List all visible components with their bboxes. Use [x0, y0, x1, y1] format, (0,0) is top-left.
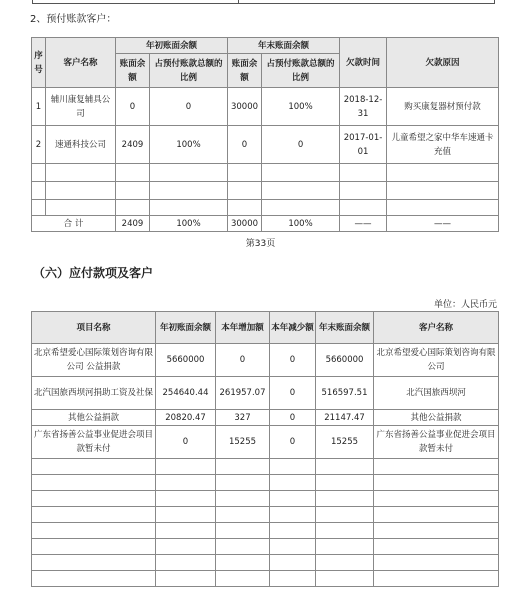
empty-row — [32, 523, 499, 539]
empty-row — [32, 491, 499, 507]
header-end-group: 年末账面余额 — [228, 38, 340, 54]
header-begin: 年初账面余额 — [156, 312, 216, 344]
empty-row — [32, 459, 499, 475]
empty-row — [32, 571, 499, 587]
cell-begin-ratio: 100% — [150, 126, 228, 164]
cell-end-amount: 30000 — [228, 88, 262, 126]
cell-increase: 261957.07 — [216, 377, 270, 410]
cell-end: 516597.51 — [316, 377, 374, 410]
empty-row — [32, 539, 499, 555]
empty-row — [32, 507, 499, 523]
edge-tick — [32, 0, 33, 4]
cell-begin: 0 — [156, 426, 216, 459]
cell-item: 北京希望爱心国际策划咨询有限公司 公益捐款 — [32, 344, 156, 377]
table-row — [32, 426, 499, 459]
cell-reason: 儿童希望之家中华车速通卡充值 — [387, 126, 499, 164]
header-end: 年末账面余额 — [316, 312, 374, 344]
table-row — [32, 344, 499, 377]
header-customer: 客户名称 — [46, 38, 116, 88]
cell-decrease: 0 — [270, 344, 316, 377]
total-reason: —— — [387, 216, 499, 232]
section-2-title: 2、预付账款客户： — [30, 14, 117, 25]
cell-end-ratio: 0 — [262, 126, 340, 164]
cell-customer: 广东省扬善公益事业促进会项目款暂未付 — [374, 426, 499, 459]
edge-tick — [238, 0, 239, 4]
table-row — [32, 126, 499, 164]
cell-decrease: 0 — [270, 426, 316, 459]
unit-label: 单位：人民币元 — [433, 300, 497, 310]
cell-begin: 20820.47 — [156, 410, 216, 426]
header-begin-group: 年初账面余额 — [116, 38, 228, 54]
prepayment-table — [31, 37, 499, 232]
cell-seq: 2 — [32, 126, 46, 164]
empty-row — [32, 200, 499, 216]
page-number: 第33页 — [245, 239, 276, 249]
header-reason: 欠款原因 — [387, 38, 499, 88]
table-row — [32, 88, 499, 126]
cell-end: 15255 — [316, 426, 374, 459]
table-row — [32, 410, 499, 426]
cell-customer: 北汽国旅西坝河 — [374, 377, 499, 410]
cell-reason: 购买康复器材预付款 — [387, 88, 499, 126]
header-begin-amount: 账面余额 — [116, 54, 150, 88]
header-customer: 客户名称 — [374, 312, 499, 344]
cell-begin: 5660000 — [156, 344, 216, 377]
cell-customer: 速通科技公司 — [46, 126, 116, 164]
header-begin-ratio: 占预付账款总额的比例 — [150, 54, 228, 88]
empty-row — [32, 475, 499, 491]
header-increase: 本年增加额 — [216, 312, 270, 344]
cell-increase: 327 — [216, 410, 270, 426]
payables-table — [31, 311, 499, 587]
cell-decrease: 0 — [270, 377, 316, 410]
cell-increase: 0 — [216, 344, 270, 377]
header-seq: 序号 — [32, 38, 46, 88]
section-6-title: （六）应付款项及客户 — [33, 266, 154, 280]
cell-item: 北汽国旅西坝河捐助工资及社保 — [32, 377, 156, 410]
empty-row — [32, 555, 499, 571]
cell-decrease: 0 — [270, 410, 316, 426]
header-end-amount: 账面余额 — [228, 54, 262, 88]
empty-row — [32, 164, 499, 182]
total-end-ratio: 100% — [262, 216, 340, 232]
header-end-ratio: 占预付账款总额的比例 — [262, 54, 340, 88]
cell-end-ratio: 100% — [262, 88, 340, 126]
cell-customer: 北京希望爱心国际策划咨询有限公司 — [374, 344, 499, 377]
cell-customer: 辅川康复辅具公司 — [46, 88, 116, 126]
cell-end-amount: 0 — [228, 126, 262, 164]
header-decrease: 本年减少额 — [270, 312, 316, 344]
cell-begin-amount: 0 — [116, 88, 150, 126]
total-begin-amount: 2409 — [116, 216, 150, 232]
cell-increase: 15255 — [216, 426, 270, 459]
cell-begin: 254640.44 — [156, 377, 216, 410]
edge-tick — [494, 0, 495, 4]
cell-time: 2018-12-31 — [340, 88, 387, 126]
total-end-amount: 30000 — [228, 216, 262, 232]
table-row — [32, 377, 499, 410]
cell-customer: 其他公益捐款 — [374, 410, 499, 426]
empty-row — [32, 182, 499, 200]
cell-time: 2017-01-01 — [340, 126, 387, 164]
total-time: —— — [340, 216, 387, 232]
total-label: 合 计 — [32, 216, 116, 232]
cell-end: 21147.47 — [316, 410, 374, 426]
cell-seq: 1 — [32, 88, 46, 126]
top-table-edge — [32, 0, 495, 4]
cell-item: 广东省扬善公益事业促进会项目款暂未付 — [32, 426, 156, 459]
total-row — [32, 216, 499, 232]
total-begin-ratio: 100% — [150, 216, 228, 232]
header-time: 欠款时间 — [340, 38, 387, 88]
cell-begin-amount: 2409 — [116, 126, 150, 164]
cell-begin-ratio: 0 — [150, 88, 228, 126]
cell-item: 其他公益捐款 — [32, 410, 156, 426]
header-item: 项目名称 — [32, 312, 156, 344]
cell-end: 5660000 — [316, 344, 374, 377]
